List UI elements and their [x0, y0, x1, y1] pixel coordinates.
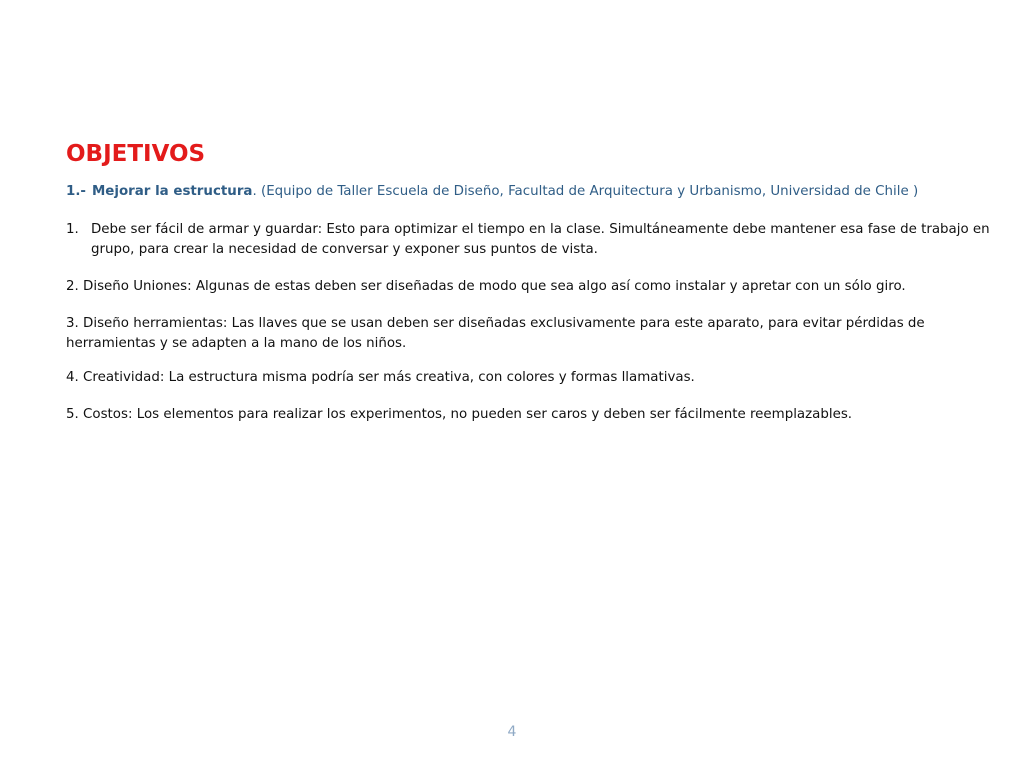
- list-item-1-text: Debe ser fácil de armar y guardar: Esto para optimizar el tiempo en la clase. Simultáneamente debe mantener esa fase de trabajo en grupo, para crear la necesidad de conversar y exponer sus puntos de vista.: [91, 222, 990, 257]
- list-item-2: 2. Diseño Uniones: Algunas de estas deben ser diseñadas de modo que sea algo así como instalar y apretar con un sólo giro.: [66, 279, 906, 294]
- list-item-5: 5. Costos: Los elementos para realizar los experimentos, no pueden ser caros y deben ser fácilmente reemplazables.: [66, 407, 853, 422]
- list-item-4: 4. Creatividad: La estructura misma podría ser más creativa, con colores y formas llamativas.: [66, 370, 695, 385]
- slide-title: OBJETIVOS: [66, 141, 206, 167]
- objective-number: 1.-: [66, 184, 86, 199]
- page-number: 4: [507, 724, 517, 740]
- list-item-1-number: 1.: [66, 222, 79, 237]
- list-item-3: 3. Diseño herramientas: Las llaves que se usan deben ser diseñadas exclusivamente para este aparato, para evitar pérdidas de herramientas y se adapten a la mano de los niños.: [66, 316, 925, 351]
- objective-heading: [66, 184, 966, 199]
- list-item-1: [66, 220, 991, 260]
- objective-title: Mejorar la estructura: [91, 184, 253, 199]
- objective-detail: . (Equipo de Taller Escuela de Diseño, Facultad de Arquitectura y Urbanismo, Universidad de Chile ): [252, 184, 919, 199]
